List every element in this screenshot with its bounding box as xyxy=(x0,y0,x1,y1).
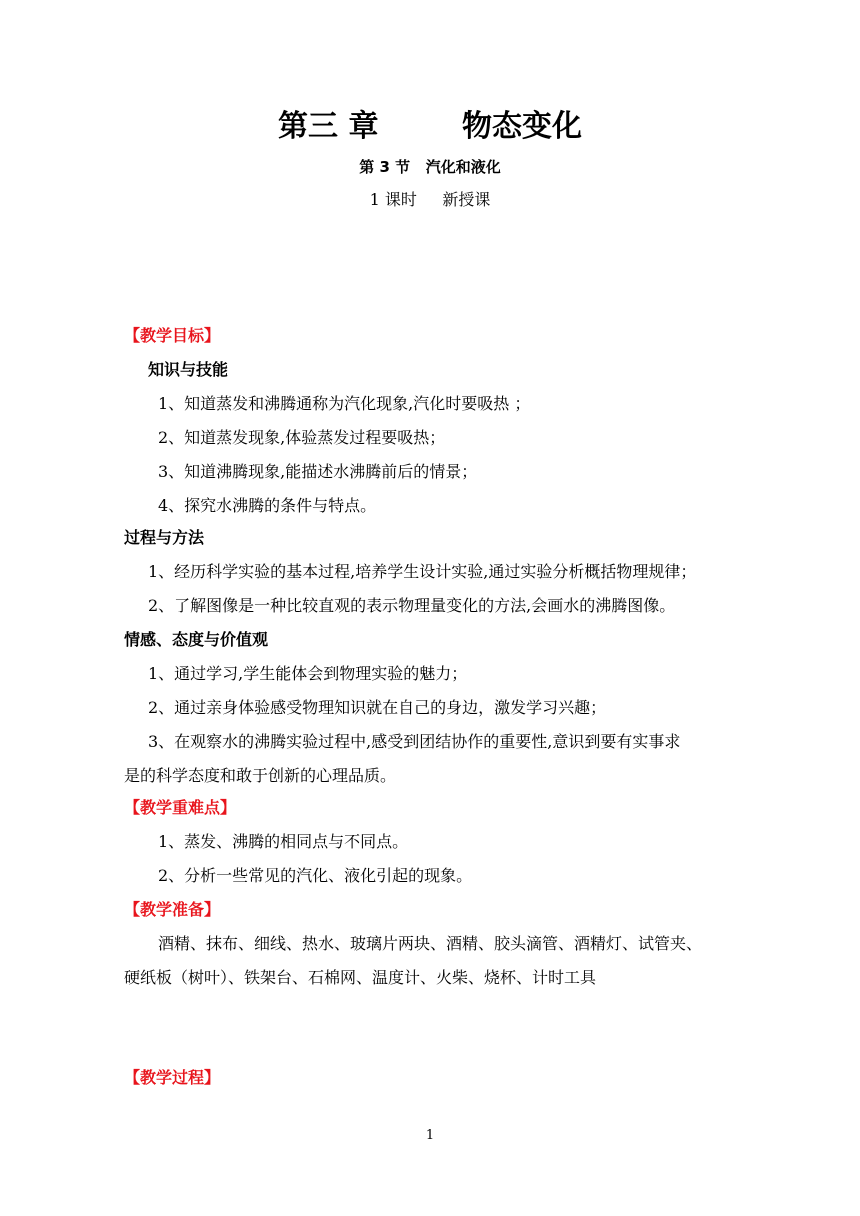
knowledge-item: 2、知道蒸发现象,体验蒸发过程要吸热； xyxy=(158,428,446,447)
knowledge-item: 3、知道沸腾现象,能描述水沸腾前后的情景； xyxy=(158,462,478,481)
key-point-item: 2、分析一些常见的汽化、液化引起的现象。 xyxy=(158,866,473,885)
page-number: 1 xyxy=(425,1128,435,1143)
process-item: 2、了解图像是一种比较直观的表示物理量变化的方法,会画水的沸腾图像。 xyxy=(148,596,676,615)
lesson-info: 1 课时 新授课 xyxy=(369,190,491,209)
knowledge-skills-heading: 知识与技能 xyxy=(148,360,229,379)
preparation-heading: 【教学准备】 xyxy=(124,900,221,919)
key-points-heading: 【教学重难点】 xyxy=(124,798,237,817)
attitude-item: 1、通过学习,学生能体会到物理实验的魅力； xyxy=(148,664,468,683)
knowledge-item: 1、知道蒸发和沸腾通称为汽化现象,汽化时要吸热 ； xyxy=(158,394,531,413)
attitude-item-continued: 是的科学态度和敢于创新的心理品质。 xyxy=(124,766,397,785)
attitude-item: 2、通过亲身体验感受物理知识就在自己的身边，激发学习兴趣； xyxy=(148,698,607,717)
preparation-line: 酒精、抹布、细线、热水、玻璃片两块、酒精、胶头滴管、酒精灯、试管夹、 xyxy=(158,934,703,953)
process-item: 1、经历科学实验的基本过程,培养学生设计实验,通过实验分析概括物理规律； xyxy=(148,562,697,581)
knowledge-item: 4、探究水沸腾的条件与特点。 xyxy=(158,496,377,515)
attitude-values-heading: 情感、态度与价值观 xyxy=(124,630,269,649)
objectives-heading: 【教学目标】 xyxy=(124,326,221,345)
attitude-item: 3、在观察水的沸腾实验过程中,感受到团结协作的重要性,意识到要有实事求 xyxy=(148,732,681,751)
key-point-item: 1、蒸发、沸腾的相同点与不同点。 xyxy=(158,832,409,851)
teaching-process-heading: 【教学过程】 xyxy=(124,1068,221,1087)
section-subtitle: 第 3 节 汽化和液化 xyxy=(359,158,501,176)
chapter-title: 第三 章 物态变化 xyxy=(278,109,582,144)
preparation-line: 硬纸板（树叶）、铁架台、石棉网、温度计、火柴、烧杯、计时工具 xyxy=(124,968,597,987)
process-methods-heading: 过程与方法 xyxy=(124,528,205,547)
